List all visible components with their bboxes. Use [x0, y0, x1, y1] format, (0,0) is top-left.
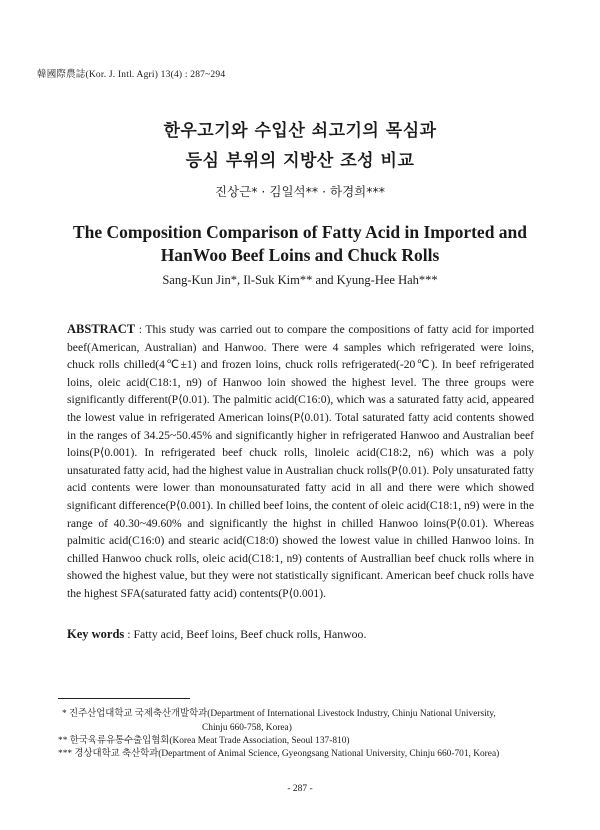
footnote-1: * 진주산업대학교 국제축산개발학과(Department of International Livestock Industry, Chinju National University, — [62, 709, 496, 719]
english-title-line-1: The Composition Comparison of Fatty Acid in Imported and — [72, 222, 528, 242]
keywords-label: Key words — [67, 627, 125, 641]
korean-authors: 진상근* · 김일석** · 하경희*** — [214, 184, 386, 199]
abstract-label: ABSTRACT — [67, 322, 136, 336]
footnote-2: ** 한국육류유통수출입협회(Korea Meat Trade Association, Seoul 137-810) — [58, 736, 350, 746]
footnote-divider — [58, 698, 190, 699]
abstract-text: : This study was carried out to compare the compositions of fatty acid for imported beef(American, Australian) and Hanwoo. There were 4 samples which refrigerated were loins, chuck rolls chilled(4℃±1) and frozen loins, chuck rolls refrigerated(-20℃). In beef refrigerated loins, oleic acid(C18:1, n9) of Hanwoo loin showed the highest level. The three groups were significantly different(P⟨0.01). The palmitic acid(C16:0), which was a saturated fatty acid, appeared the lowest value in refrigerated American loins(P⟨0.01). Total saturated fatty acid contents showed in the ranges of 34.25~50.45% and significantly higher in refrigerated Hanwoo and Australian beef loins(P⟨0.001). In refrigerated beef chuck rolls, linoleic acid(C18:2, n6) which was a poly unsaturated fatty acid, had the highest value in Australian chuck rolls(P⟨0.01). Poly unsaturated fatty acid contents were lower than monounsaturated fatty acid in all and there were which showed significant difference(P⟨0.001). In chilled beef loins, the content of oleic acid(C18:1, n9) were in the range of 40.30~49.60% and significantly the highst in chilled Hanwoo loins(P⟨0.01). Whereas palmitic acid(C16:0) and stearic acid(C18:0) showed the lowest value in chilled Hanwoo loins. In chilled Hanwoo chuck rolls, oleic acid(C18:1, n9) contents of Australlian beef chuck rolls where in showed the highest value, but they were not statistically significant. American beef chuck rolls have the highest SFA(saturated fatty acid) contents(P⟨0.001). — [67, 323, 534, 600]
footnote-3: *** 경상대학교 축산학과(Department of Animal Science, Gyeongsang National University, Chinju 660-701, Korea) — [58, 749, 500, 759]
english-authors: Sang-Kun Jin*, Il-Suk Kim** and Kyung-Hee Hah*** — [162, 273, 438, 287]
korean-title-line-2: 등심 부위의 지방산 조성 비교 — [185, 151, 415, 171]
abstract — [67, 321, 534, 603]
keywords — [67, 627, 537, 642]
korean-title-line-1: 한우고기와 수입산 쇠고기의 목심과 — [163, 121, 437, 141]
keywords-text: : Fatty acid, Beef loins, Beef chuck rolls, Hanwoo. — [124, 627, 367, 641]
page-number: - 287 - — [287, 784, 313, 794]
journal-header: 韓國際農誌(Kor. J. Intl. Agri) 13(4) : 287~294 — [37, 70, 226, 80]
footnote-1-continued: Chinju 660-758, Korea) — [202, 723, 292, 733]
english-title-line-2: HanWoo Beef Loins and Chuck Rolls — [160, 245, 440, 265]
